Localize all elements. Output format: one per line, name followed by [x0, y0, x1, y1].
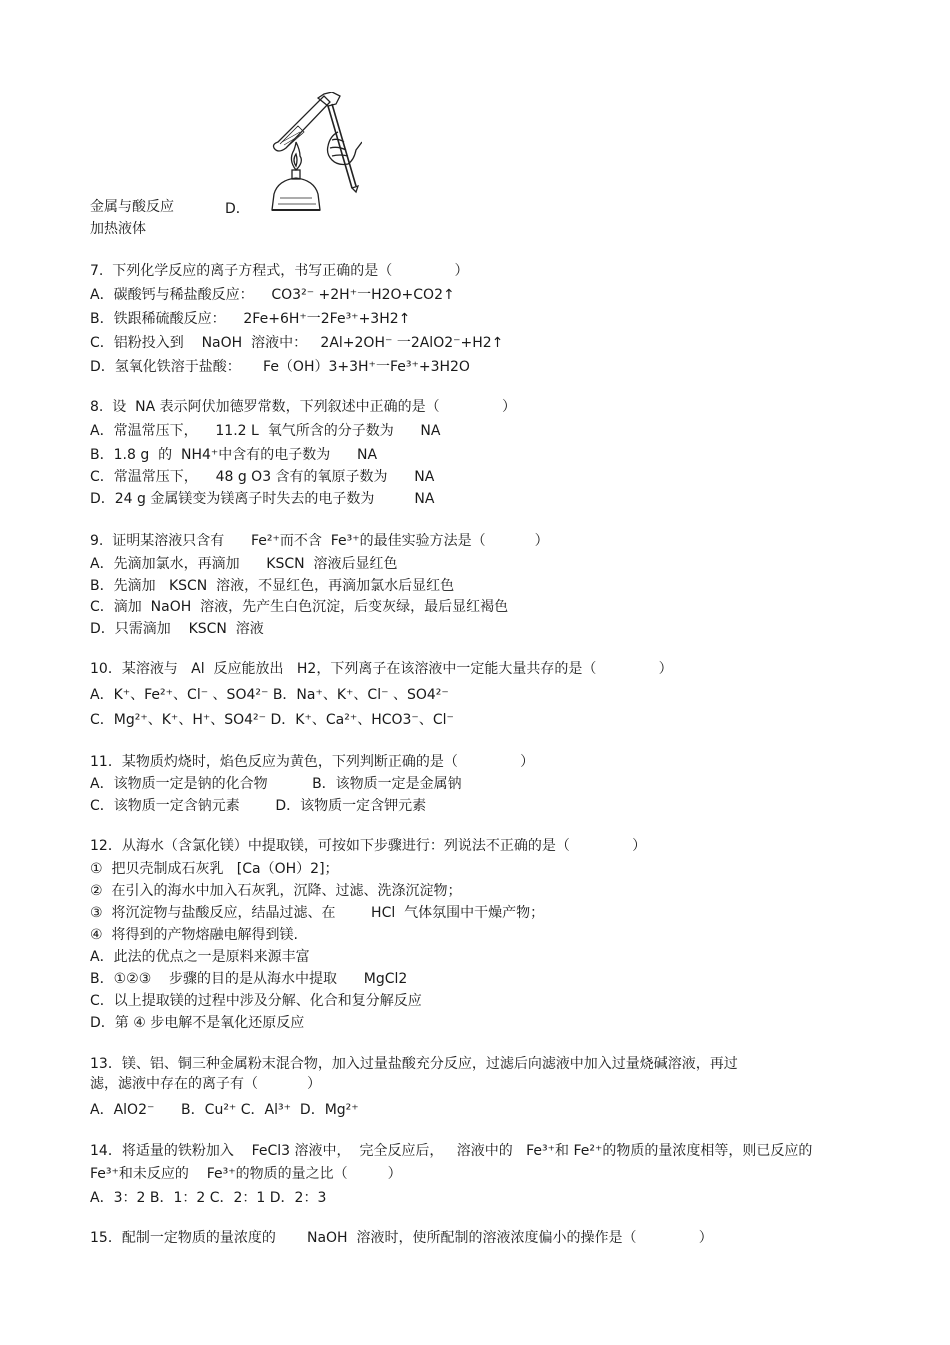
- question-8-stem: 8. 设 NA 表示阿伏加德罗常数，下列叙述中正确的是（ ）: [90, 399, 516, 415]
- question-14-stem-continued: Fe³⁺和未反应的 Fe³⁺的物质的量之比（ ）: [90, 1166, 402, 1182]
- question-11-stem: 11．某物质灼烧时，焰色反应为黄色，下列判断正确的是（ ）: [90, 754, 535, 770]
- question-12-step-3: ③ 将沉淀物与盐酸反应，结晶过滤、在 HCl 气体氛围中干燥产物；: [90, 905, 545, 921]
- question-7-option-c: C．铝粉投入到 NaOH 溶液中： 2Al+2OH⁻ 一2AlO2⁻+H2↑: [90, 335, 504, 351]
- question-9-option-c: C．滴加 NaOH 溶液，先产生白色沉淀，后变灰绿，最后显红褐色: [90, 599, 509, 615]
- question-7-option-d: D．氢氧化铁溶于盐酸： Fe（OH）3+3H⁺一Fe³⁺+3H2O: [90, 359, 470, 375]
- question-7-stem: 7. 下列化学反应的离子方程式，书写正确的是（ ）: [90, 263, 469, 279]
- question-13-stem-continued: 滤，滤液中存在的离子有（ ）: [90, 1076, 321, 1092]
- question-10-options-cd: C．Mg²⁺、K⁺、H⁺、SO4²⁻ D．K⁺、Ca²⁺、HCO3⁻、Cl⁻: [90, 712, 454, 728]
- question-8-option-d: D．24 g 金属镁变为镁离子时失去的电子数为 NA: [90, 491, 435, 507]
- q6-option-d-caption: 加热液体: [90, 221, 146, 237]
- question-15-stem: 15．配制一定物质的量浓度的 NaOH 溶液时，使所配制的溶液浓度偏小的操作是（ ）: [90, 1230, 713, 1246]
- question-7-option-a: A．碳酸钙与稀盐酸反应： CO3²⁻ +2H⁺一H2O+CO2↑: [90, 287, 455, 303]
- question-9-option-b: B．先滴加 KSCN 溶液，不显红色，再滴加氯水后显红色: [90, 578, 455, 594]
- question-12-step-1: ① 把贝壳制成石灰乳 [Ca（OH）2]；: [90, 861, 339, 877]
- question-12-stem: 12．从海水（含氯化镁）中提取镁，可按如下步骤进行：列说法不正确的是（ ）: [90, 838, 647, 854]
- question-12-step-4: ④ 将得到的产物熔融电解得到镁.: [90, 927, 298, 943]
- question-12-option-d: D．第 ④ 步电解不是氧化还原反应: [90, 1015, 305, 1031]
- question-13-stem: 13．镁、铝、铜三种金属粉末混合物，加入过量盐酸充分反应，过滤后向滤液中加入过量烧碱溶液，再过: [90, 1056, 738, 1072]
- question-11-options-ab: A．该物质一定是钠的化合物 B．该物质一定是金属钠: [90, 776, 462, 792]
- question-12-option-a: A．此法的优点之一是原料来源丰富: [90, 949, 310, 965]
- question-8-option-a: A．常温常压下， 11.2 L 氧气所含的分子数为 NA: [90, 423, 441, 439]
- question-13-options: A．AlO2⁻ B．Cu²⁺ C．Al³⁺ D．Mg²⁺: [90, 1102, 359, 1118]
- question-14-options: A．3：2 B．1：2 C．2：1 D．2：3: [90, 1190, 327, 1206]
- question-10-options-ab: A．K⁺、Fe²⁺、Cl⁻ 、SO4²⁻ B．Na⁺、K⁺、Cl⁻ 、SO4²⁻: [90, 687, 449, 703]
- question-10-stem: 10．某溶液与 Al 反应能放出 H2，下列离子在该溶液中一定能大量共存的是（ ）: [90, 661, 673, 677]
- q6-option-c-caption: 金属与酸反应: [90, 199, 174, 215]
- question-9-option-d: D．只需滴加 KSCN 溶液: [90, 621, 264, 637]
- question-14-stem: 14．将适量的铁粉加入 FeCl3 溶液中， 完全反应后， 溶液中的 Fe³⁺和 Fe²⁺的物质的量浓度相等，则已反应的: [90, 1143, 813, 1159]
- question-9-stem: 9. 证明某溶液只含有 Fe²⁺而不含 Fe³⁺的最佳实验方法是（ ）: [90, 533, 549, 549]
- question-8-option-c: C．常温常压下， 48 g O3 含有的氧原子数为 NA: [90, 469, 435, 485]
- question-12-option-c: C．以上提取镁的过程中涉及分解、化合和复分解反应: [90, 993, 422, 1009]
- test-tube-heating-illustration: [258, 92, 362, 214]
- question-9-option-a: A．先滴加氯水，再滴加 KSCN 溶液后显红色: [90, 556, 398, 572]
- question-12-step-2: ② 在引入的海水中加入石灰乳，沉降、过滤、洗涤沉淀物；: [90, 883, 462, 899]
- question-7-option-b: B．铁跟稀硫酸反应： 2Fe+6H⁺一2Fe³⁺+3H2↑: [90, 311, 411, 327]
- question-8-option-b: B．1.8 g 的 NH4⁺中含有的电子数为 NA: [90, 447, 378, 463]
- question-12-option-b: B．①②③ 步骤的目的是从海水中提取 MgCl2: [90, 971, 408, 987]
- q6-option-d-label: D．: [225, 201, 250, 217]
- question-11-options-cd: C．该物质一定含钠元素 D．该物质一定含钾元素: [90, 798, 427, 814]
